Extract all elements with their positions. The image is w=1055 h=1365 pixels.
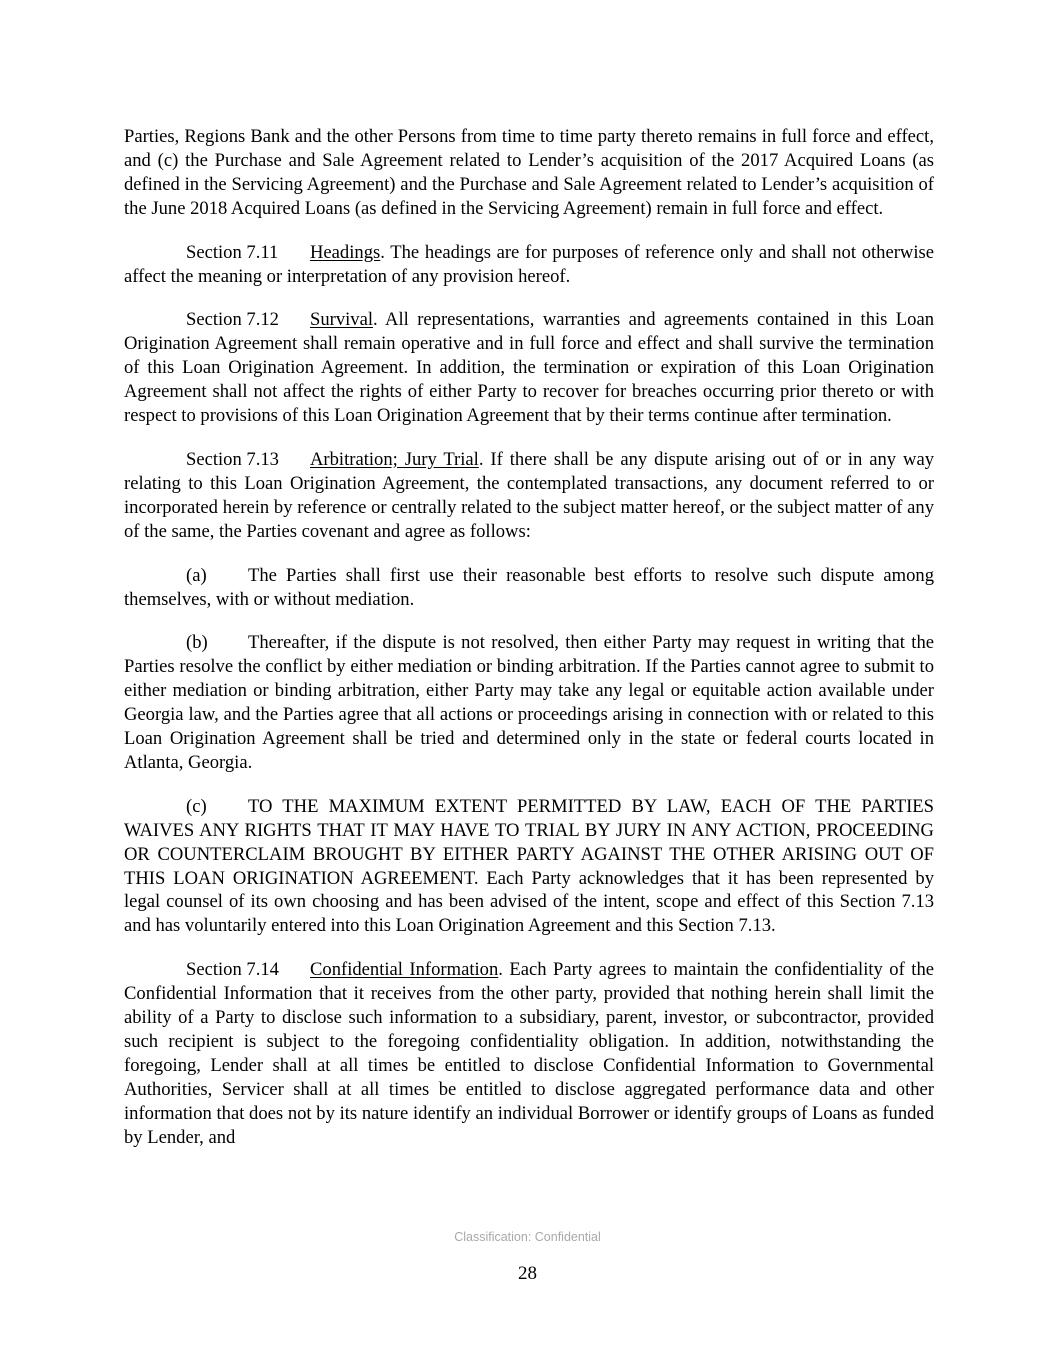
subsection-b-body: Thereafter, if the dispute is not resolved, then either Party may request in writing that the Parties resolve the conflict by either mediation or binding arbitration. If the Parties cannot agree to submit to either mediation or binding arbitration, either Party may take any legal or equitable action available under Georgia law, and the Parties agree that all actions or proceedings arising in connection with or related to this Loan Origination Agreement shall be tried and determined only in the state or federal courts located in Atlanta, Georgia. — [124, 632, 934, 773]
section-7-14 — [124, 958, 934, 1149]
subsection-b — [124, 631, 934, 774]
section-7-14-label: Section 7.14 — [186, 959, 279, 981]
subsection-c — [124, 795, 934, 938]
section-7-13-heading: Arbitration; Jury Trial — [310, 448, 479, 470]
section-7-12-label: Section 7.12 — [186, 309, 279, 331]
subsection-a — [124, 564, 934, 612]
section-7-11-heading: Headings — [310, 241, 381, 263]
section-7-12-body: . All representations, warranties and agreements contained in this Loan Origination Agreement shall remain operative and in full force and effect and shall survive the termination of this Loan Origination Agreement. In addition, the termination or expiration of this Loan Origination Agreement shall not affect the rights of either Party to recover for breaches occurring prior thereto or with respect to provisions of this Loan Origination Agreement that by their terms continue after termination. — [124, 309, 934, 427]
section-7-11-body: . The headings are for purposes of reference only and shall not otherwise affect the meaning or interpretation of any provision hereof. — [124, 241, 934, 287]
section-7-13-body: . If there shall be any dispute arising out of or in any way relating to this Loan Origination Agreement, the contemplated transactions, any document referred to or incorporated herein by reference or centrally related to the subject matter hereof, or the subject matter of any of the same, the Parties covenant and agree as follows: — [124, 448, 935, 542]
subsection-b-label: (b) — [186, 632, 208, 654]
section-7-11 — [124, 241, 934, 289]
paragraph-continuation: Parties, Regions Bank and the other Persons from time to time party thereto remains in full force and effect, and (c) the Purchase and Sale Agreement related to Lender’s acquisition of the 2017 Acquired Loans (as defined in the Servicing Agreement) and the Purchase and Sale Agreement related to Lender’s acquisition of the June 2018 Acquired Loans (as defined in the Servicing Agreement) remain in full force and effect. — [124, 126, 934, 219]
subsection-a-body: The Parties shall first use their reasonable best efforts to resolve such dispute among themselves, with or without mediation. — [124, 564, 934, 610]
section-7-12-heading: Survival — [310, 309, 374, 331]
page-number: 28 — [518, 1263, 537, 1284]
subsection-a-label: (a) — [186, 564, 207, 586]
section-7-14-body: . Each Party agrees to maintain the confidentiality of the Confidential Information that it receives from the other party, provided that nothing herein shall limit the ability of a Party to disclose such information to a subsidiary, parent, investor, or subcontractor, provided such recipient is subject to the foregoing confidentiality obligation. In addition, notwithstanding the foregoing, Lender shall at all times be entitled to disclose Confidential Information to Governmental Authorities, Servicer shall at all times be entitled to disclose aggregated performance data and other information that does not by its nature identify an individual Borrower or identify groups of Loans as funded by Lender, and — [124, 959, 934, 1148]
subsection-c-label: (c) — [186, 795, 207, 817]
section-7-13 — [124, 448, 934, 544]
section-7-13-label: Section 7.13 — [186, 448, 279, 470]
subsection-c-body: TO THE MAXIMUM EXTENT PERMITTED BY LAW, EACH OF THE PARTIES WAIVES ANY RIGHTS THAT IT MAY HAVE TO TRIAL BY JURY IN ANY ACTION, PROCEEDING OR COUNTERCLAIM BROUGHT BY EITHER PARTY AGAINST THE OTHER ARISING OUT OF THIS LOAN ORIGINATION AGREEMENT. Each Party acknowledges that it has been represented by legal counsel of its own choosing and has been advised of the intent, scope and effect of this Section 7.13 and has voluntarily entered into this Loan Origination Agreement and this Section 7.13. — [124, 795, 934, 937]
classification-label: Classification: Confidential — [454, 1230, 601, 1244]
document-page — [124, 125, 934, 1170]
section-7-11-label: Section 7.11 — [186, 241, 279, 263]
section-7-14-heading: Confidential Information — [310, 959, 499, 981]
section-7-12 — [124, 308, 934, 428]
